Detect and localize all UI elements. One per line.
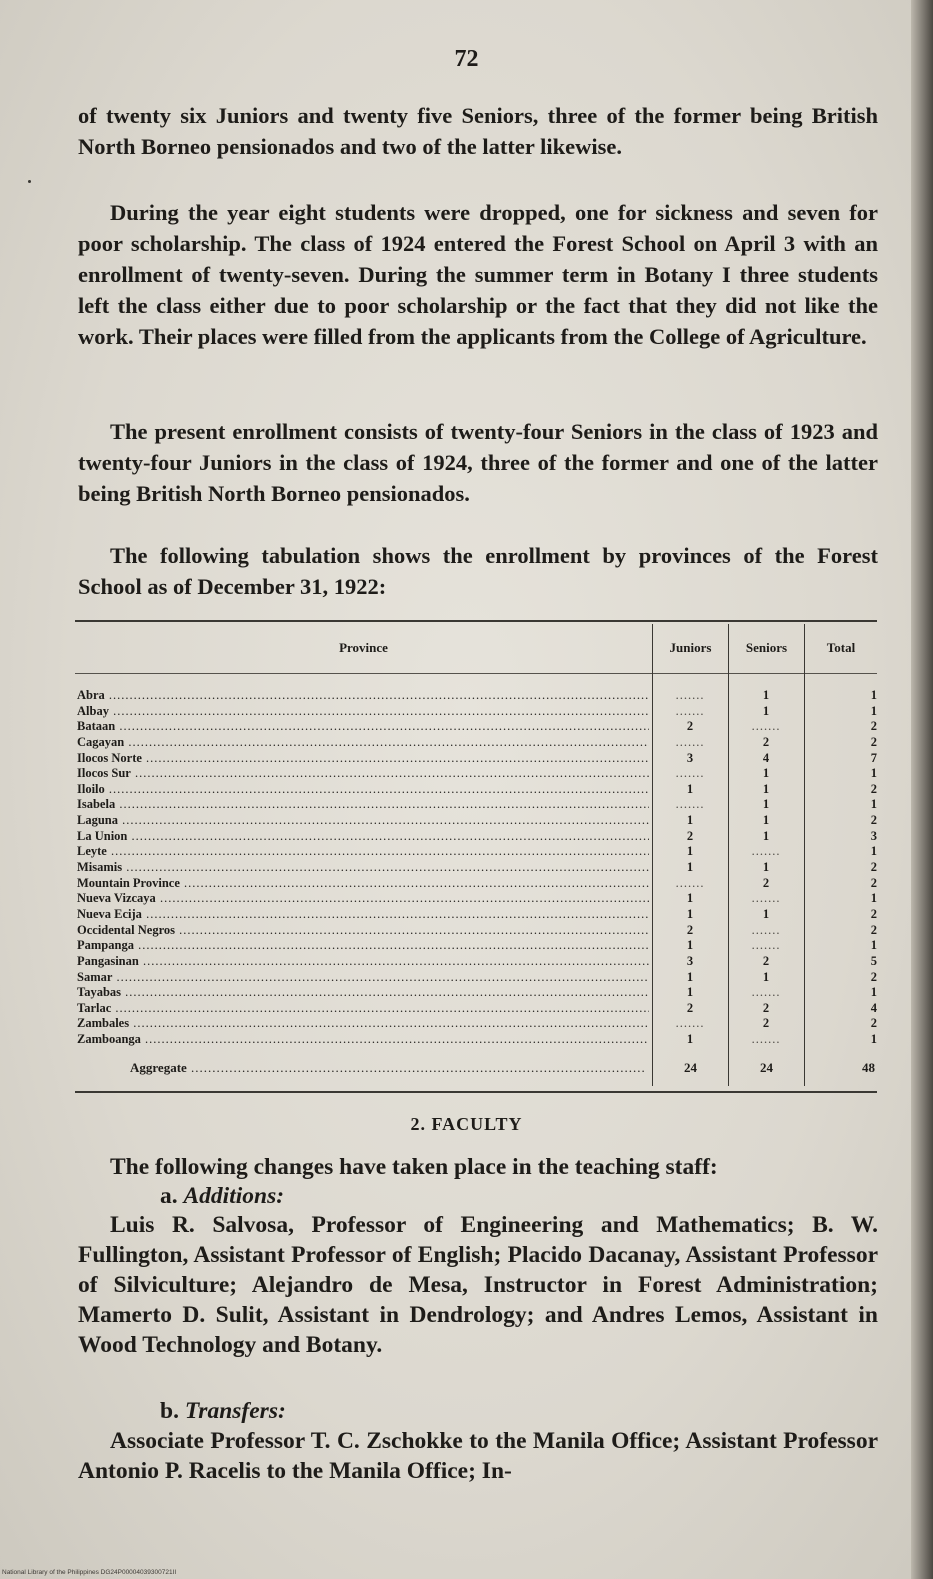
table-row	[75, 891, 877, 907]
table-row	[75, 1001, 877, 1017]
cell-total: 1	[870, 844, 877, 859]
cell-total: 2	[870, 734, 877, 749]
cell-juniors: 1	[686, 906, 694, 921]
cell-seniors: 1	[762, 797, 770, 812]
province-name: Samar .....	[77, 970, 649, 986]
cell-total: 1	[870, 688, 877, 702]
additions-label: a.	[160, 1183, 184, 1209]
cell-total: 3	[870, 828, 877, 843]
province-name: Zamboanga .....	[77, 1032, 649, 1048]
cell-total: 1	[870, 938, 877, 953]
cell-total: 1	[870, 703, 877, 718]
aggregate-row	[75, 1060, 877, 1078]
province-name: Ilocos Norte .....	[77, 751, 649, 767]
cell-seniors: 1	[762, 906, 770, 921]
province-name: Bataan .....	[77, 719, 649, 735]
cell-total: 2	[870, 922, 877, 937]
additions-title: Additions:	[183, 1183, 285, 1209]
province-name: Tayabas .....	[77, 985, 649, 1001]
table-row	[75, 813, 877, 829]
table-row	[75, 829, 877, 845]
cell-total: 2	[870, 781, 877, 796]
cell-total: 2	[870, 1016, 877, 1031]
table-bottom-rule	[75, 1091, 877, 1093]
cell-seniors: 1	[762, 969, 770, 984]
cell-juniors: .......	[675, 703, 705, 718]
aggregate-juniors: 24	[684, 1060, 697, 1075]
cell-juniors: 3	[686, 750, 694, 765]
cell-total: 7	[870, 750, 877, 765]
table-row	[75, 782, 877, 798]
table-row	[75, 1016, 877, 1032]
cell-seniors: 2	[762, 875, 770, 890]
header-province: Province	[339, 640, 388, 655]
cell-seniors: .......	[751, 1032, 781, 1047]
transfers-subheading	[160, 1396, 560, 1426]
cell-juniors: .......	[675, 797, 705, 812]
table-row	[75, 719, 877, 735]
table-body	[75, 688, 877, 1048]
cell-total: 2	[870, 969, 877, 984]
cell-juniors: 1	[686, 969, 694, 984]
province-name: Misamis .....	[77, 860, 649, 876]
paragraph-dropped-students: During the year eight students were dropped, one for sickness and seven for poor scholarship. The class of 1924 entered the Forest School on April 3 with an enrollment of twenty-seven. During the summer term in Botany I three students left the class either due to poor scholarship or the fact that they did not like the work. Their places were filled from the applicants from the College of Agriculture.	[78, 200, 878, 349]
cell-juniors: 1	[686, 891, 694, 906]
province-name: Pampanga .....	[77, 938, 649, 954]
cell-seniors: .......	[751, 985, 781, 1000]
cell-juniors: 1	[686, 781, 694, 796]
transfers-paragraph: Associate Professor T. C. Zschokke to the Manila Office; Assistant Professor Antonio P. Racelis to the Manila Office; In-	[78, 1428, 878, 1484]
province-name: Occidental Negros .....	[77, 923, 649, 939]
faculty-heading: 2. FACULTY	[410, 1114, 523, 1134]
enrollment-table	[75, 620, 877, 1098]
cell-seniors: .......	[751, 922, 781, 937]
province-name: Mountain Province .....	[77, 876, 649, 892]
cell-juniors: 1	[686, 985, 694, 1000]
table-row	[75, 876, 877, 892]
cell-seniors: .......	[751, 891, 781, 906]
cell-juniors: 3	[686, 953, 694, 968]
table-row	[75, 938, 877, 954]
page-number: 72	[454, 46, 479, 72]
cell-total: 2	[870, 875, 877, 890]
cell-juniors: 2	[686, 828, 694, 843]
cell-juniors: .......	[675, 734, 705, 749]
cell-juniors: 2	[686, 1000, 694, 1015]
cell-total: 2	[870, 719, 877, 734]
cell-seniors: 4	[762, 750, 770, 765]
cell-total: 2	[870, 906, 877, 921]
cell-juniors: .......	[675, 766, 705, 781]
paragraph-tabulation-intro: The following tabulation shows the enrollment by provinces of the Forest School as of December 31, 1922:	[78, 543, 878, 599]
table-row	[75, 688, 877, 704]
aggregate-seniors: 24	[760, 1060, 773, 1075]
cell-juniors: .......	[675, 875, 705, 890]
library-footer: National Library of the Philippines DG24P00004039300721II	[2, 1569, 177, 1576]
table-row	[75, 954, 877, 970]
cell-seniors: .......	[751, 844, 781, 859]
table-row	[75, 1032, 877, 1048]
cell-total: 1	[870, 891, 877, 906]
header-juniors: Juniors	[669, 640, 712, 655]
cell-seniors: 1	[762, 703, 770, 718]
province-name: Nueva Vizcaya .....	[77, 891, 649, 907]
table-row	[75, 751, 877, 767]
table-row	[75, 970, 877, 986]
cell-total: 1	[870, 1032, 877, 1047]
cell-juniors: 2	[686, 719, 694, 734]
header-seniors: Seniors	[745, 640, 788, 655]
cell-seniors: 1	[762, 781, 770, 796]
table-header-rule	[75, 673, 877, 674]
cell-seniors: 1	[762, 688, 770, 702]
table-row	[75, 923, 877, 939]
province-name: La Union .....	[77, 829, 649, 845]
table-row	[75, 844, 877, 860]
province-name: Leyte .....	[77, 844, 649, 860]
table-row	[75, 985, 877, 1001]
aggregate-total: 48	[862, 1060, 875, 1075]
table-row	[75, 907, 877, 923]
additions-paragraph: Luis R. Salvosa, Professor of Engineering and Mathematics; B. W. Fullington, Assistant Professor of English; Placido Dacanay, Assistant Professor of Silviculture; Alejandro de Mesa, Instructor in Forest Administration; Mamerto D. Sulit, Assistant in Dendrology; and Andres Lemos, Assistant in Wood Technology and Botany.	[78, 1212, 878, 1358]
province-name: Pangasinan .....	[77, 954, 649, 970]
province-name: Ilocos Sur .....	[77, 766, 649, 782]
cell-juniors: 2	[686, 922, 694, 937]
table-top-rule	[75, 620, 877, 622]
cell-juniors: .......	[675, 688, 705, 702]
province-name: Albay .....	[77, 704, 649, 720]
cell-seniors: 2	[762, 1016, 770, 1031]
province-name: Cagayan .....	[77, 735, 649, 751]
province-name: Laguna .....	[77, 813, 649, 829]
faculty-intro: The following changes have taken place in the teaching staff:	[110, 1154, 718, 1180]
transfers-label: b.	[160, 1398, 185, 1424]
cell-seniors: 2	[762, 1000, 770, 1015]
margin-mark	[28, 180, 31, 183]
cell-juniors: .......	[675, 1016, 705, 1031]
table-row	[75, 797, 877, 813]
cell-total: 5	[870, 953, 877, 968]
cell-juniors: 1	[686, 813, 694, 828]
province-name: Abra .....	[77, 688, 649, 704]
table-row	[75, 735, 877, 751]
header-total: Total	[826, 640, 856, 655]
cell-seniors: 1	[762, 813, 770, 828]
table-row	[75, 860, 877, 876]
cell-total: 2	[870, 860, 877, 875]
cell-seniors: 2	[762, 953, 770, 968]
cell-seniors: 2	[762, 734, 770, 749]
cell-seniors: 1	[762, 860, 770, 875]
province-name: Nueva Ecija .....	[77, 907, 649, 923]
paragraph-present-enrollment: The present enrollment consists of twenty-four Seniors in the class of 1923 and twenty-four Juniors in the class of 1924, three of the former and one of the latter being British North Borneo pensionados.	[78, 419, 878, 506]
province-name: Iloilo .....	[77, 782, 649, 798]
cell-seniors: 1	[762, 766, 770, 781]
cell-total: 4	[870, 1000, 877, 1015]
cell-total: 1	[870, 766, 877, 781]
paragraph-enrollment-summary: of twenty six Juniors and twenty five Seniors, three of the former being British North Borneo pensionados and two of the latter likewise.	[78, 103, 878, 159]
transfers-title: Transfers:	[184, 1398, 286, 1424]
cell-total: 1	[870, 985, 877, 1000]
province-name: Tarlac .....	[77, 1001, 649, 1017]
province-name: Zambales .....	[77, 1016, 649, 1032]
cell-juniors: 1	[686, 860, 694, 875]
additions-subheading	[160, 1181, 560, 1211]
cell-juniors: 1	[686, 844, 694, 859]
page-edge-shadow	[911, 0, 933, 1579]
cell-juniors: 1	[686, 938, 694, 953]
province-name: Isabela .....	[77, 797, 649, 813]
cell-seniors: 1	[762, 828, 770, 843]
cell-total: 2	[870, 813, 877, 828]
aggregate-label: Aggregate .....	[130, 1060, 645, 1076]
cell-seniors: .......	[751, 938, 781, 953]
cell-total: 1	[870, 797, 877, 812]
table-row	[75, 704, 877, 720]
table-row	[75, 766, 877, 782]
cell-juniors: 1	[686, 1032, 694, 1047]
cell-seniors: .......	[751, 719, 781, 734]
